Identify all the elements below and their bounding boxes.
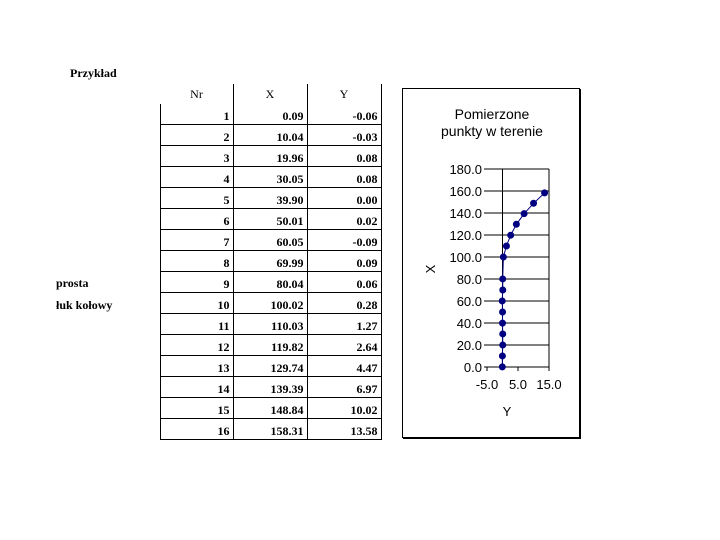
table-row — [161, 419, 382, 440]
data-point — [500, 320, 506, 326]
x-tick-label: -5.0 — [475, 377, 499, 392]
cell-x: 69.99 — [233, 251, 307, 272]
table-row — [161, 125, 382, 146]
table-row — [161, 146, 382, 167]
table-row — [161, 230, 382, 251]
cell-y: 2.64 — [307, 335, 381, 356]
cell-x: 50.01 — [233, 209, 307, 230]
label-prosta: prosta — [56, 276, 89, 290]
table-row — [161, 167, 382, 188]
cell-nr: 14 — [161, 377, 234, 398]
cell-nr: 3 — [161, 146, 234, 167]
cell-x: 119.82 — [233, 335, 307, 356]
data-point — [500, 331, 506, 337]
series-line — [502, 193, 544, 367]
y-tick-label: 20.0 — [456, 338, 482, 353]
data-point — [499, 353, 505, 359]
cell-x: 19.96 — [233, 146, 307, 167]
cell-nr: 12 — [161, 335, 234, 356]
data-point — [500, 309, 506, 315]
chart-title-line: Pomierzone — [454, 106, 530, 122]
cell-x: 39.90 — [233, 188, 307, 209]
y-tick-label: 80.0 — [456, 272, 482, 287]
example-heading: Przykład — [70, 66, 117, 80]
column-header-nr: Nr — [190, 86, 203, 101]
cell-nr: 8 — [161, 251, 234, 272]
cell-x: 110.03 — [233, 314, 307, 335]
cell-x: 10.04 — [233, 125, 307, 146]
survey-points-table — [160, 84, 382, 440]
cell-y: -0.06 — [307, 104, 381, 125]
cell-y: -0.03 — [307, 125, 381, 146]
cell-y: -0.09 — [307, 230, 381, 251]
cell-nr: 6 — [161, 209, 234, 230]
label-luk-kolowy: łuk kołowy — [56, 298, 113, 312]
data-point — [542, 190, 548, 196]
table-row — [161, 377, 382, 398]
y-tick-label: 120.0 — [449, 228, 482, 243]
cell-nr: 5 — [161, 188, 234, 209]
cell-y: 0.08 — [307, 167, 381, 188]
x-tick-label: 5.0 — [508, 377, 528, 392]
data-point — [500, 276, 506, 282]
data-point — [508, 232, 514, 238]
cell-nr: 13 — [161, 356, 234, 377]
data-point — [500, 254, 506, 260]
data-point — [521, 211, 527, 217]
cell-x: 80.04 — [233, 272, 307, 293]
cell-y: 10.02 — [307, 398, 381, 419]
cell-nr: 15 — [161, 398, 234, 419]
cell-y: 0.02 — [307, 209, 381, 230]
scatter-chart — [403, 89, 581, 439]
cell-y: 6.97 — [307, 377, 381, 398]
cell-nr: 4 — [161, 167, 234, 188]
data-point — [500, 342, 506, 348]
cell-y: 0.00 — [307, 188, 381, 209]
table-row — [161, 356, 382, 377]
y-tick-label: 40.0 — [456, 316, 482, 331]
table-row — [161, 314, 382, 335]
cell-nr: 7 — [161, 230, 234, 251]
cell-nr: 1 — [161, 104, 234, 125]
table-row — [161, 104, 382, 125]
table-row — [161, 293, 382, 314]
cell-x: 158.31 — [233, 419, 307, 440]
cell-x: 60.05 — [233, 230, 307, 251]
table-row — [161, 188, 382, 209]
y-tick-label: 100.0 — [449, 250, 482, 265]
table-row — [161, 335, 382, 356]
table-row — [161, 398, 382, 419]
data-point — [503, 243, 509, 249]
y-axis-label: X — [423, 264, 438, 274]
cell-nr: 2 — [161, 125, 234, 146]
table-row — [161, 272, 382, 293]
cell-y: 0.28 — [307, 293, 381, 314]
cell-nr: 16 — [161, 419, 234, 440]
cell-x: 100.02 — [233, 293, 307, 314]
table-header-row — [161, 84, 382, 104]
column-header-x: X — [233, 84, 307, 104]
data-point — [499, 364, 505, 370]
cell-nr: 9 — [161, 272, 234, 293]
cell-y: 1.27 — [307, 314, 381, 335]
data-point — [499, 298, 505, 304]
cell-x: 139.39 — [233, 377, 307, 398]
cell-y: 0.09 — [307, 251, 381, 272]
x-tick-label: 15.0 — [536, 377, 562, 392]
column-header-y: Y — [307, 84, 381, 104]
chart-frame — [402, 88, 580, 438]
cell-y: 0.06 — [307, 272, 381, 293]
cell-nr: 10 — [161, 293, 234, 314]
y-tick-label: 60.0 — [456, 294, 482, 309]
cell-nr: 11 — [161, 314, 234, 335]
chart-title-line: punkty w terenie — [441, 123, 543, 139]
data-point — [500, 287, 506, 293]
cell-y: 0.08 — [307, 146, 381, 167]
cell-y: 13.58 — [307, 419, 381, 440]
y-tick-label: 180.0 — [449, 162, 482, 177]
table-row — [161, 209, 382, 230]
data-point — [513, 221, 519, 227]
y-tick-label: 0.0 — [463, 360, 482, 375]
y-tick-label: 140.0 — [449, 206, 482, 221]
x-axis-label: Y — [502, 404, 512, 419]
table-row — [161, 251, 382, 272]
cell-x: 30.05 — [233, 167, 307, 188]
cell-y: 4.47 — [307, 356, 381, 377]
y-tick-label: 160.0 — [449, 184, 482, 199]
cell-x: 129.74 — [233, 356, 307, 377]
cell-x: 148.84 — [233, 398, 307, 419]
data-point — [531, 200, 537, 206]
cell-x: 0.09 — [233, 104, 307, 125]
